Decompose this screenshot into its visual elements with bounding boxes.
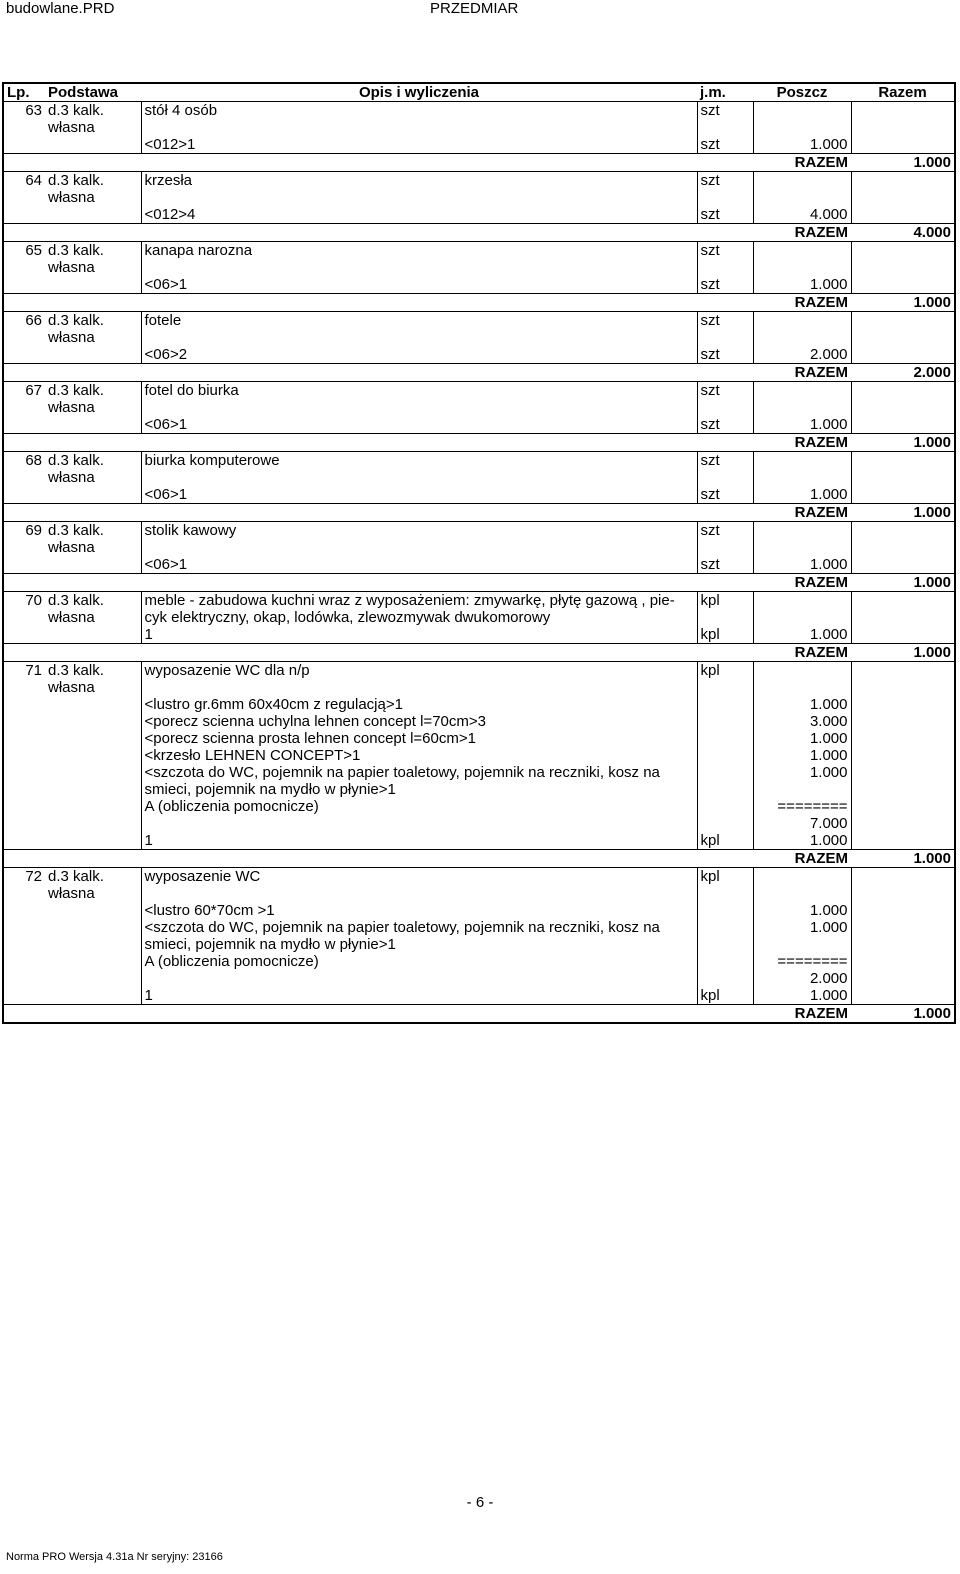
calc-poszcz: 1.000 [753, 832, 851, 850]
calc-text: <06>1 [141, 486, 697, 504]
item-unit: szt [697, 312, 753, 347]
razem-label: RAZEM [753, 1005, 851, 1024]
calc-unit: kpl [697, 987, 753, 1005]
calc-lp-empty [3, 696, 45, 713]
calc-unit [697, 696, 753, 713]
calc-text: <06>1 [141, 556, 697, 574]
calc-lp-empty [3, 556, 45, 574]
item-unit: kpl [697, 662, 753, 697]
calc-razem-empty [851, 987, 955, 1005]
calc-row [3, 626, 955, 644]
calc-unit: szt [697, 346, 753, 364]
calc-poszcz: 1.000 [753, 764, 851, 798]
calc-text: A (obliczenia pomocnicze) [141, 953, 697, 970]
item-lp: 71 [3, 662, 45, 697]
calc-poszcz: 1.000 [753, 556, 851, 574]
razem-row [3, 364, 955, 382]
calc-unit [697, 970, 753, 987]
razem-row [3, 1005, 955, 1024]
calc-poszcz: 1.000 [753, 486, 851, 504]
calc-row [3, 832, 955, 850]
calc-lp-empty [3, 713, 45, 730]
item-unit: szt [697, 452, 753, 487]
calc-podstawa-empty [45, 902, 141, 919]
col-jm: j.m. [697, 83, 753, 102]
calc-razem-empty [851, 747, 955, 764]
razem-opis-empty [141, 294, 697, 312]
item-poszcz-empty [753, 522, 851, 557]
item-razem-empty [851, 452, 955, 487]
calc-unit [697, 730, 753, 747]
razem-podstawa-empty [45, 154, 141, 172]
item-poszcz-empty [753, 662, 851, 697]
calc-razem-empty [851, 815, 955, 832]
item-poszcz-empty [753, 242, 851, 277]
razem-podstawa-empty [45, 850, 141, 868]
calc-razem-empty [851, 798, 955, 815]
calc-razem-empty [851, 764, 955, 798]
calc-text: <lustro 60*70cm >1 [141, 902, 697, 919]
razem-row [3, 644, 955, 662]
item-lp: 68 [3, 452, 45, 487]
calc-poszcz: 1.000 [753, 987, 851, 1005]
item-podstawa: d.3 kalk. własna [45, 382, 141, 417]
razem-lp-empty [3, 850, 45, 868]
col-lp: Lp. [3, 83, 45, 102]
razem-podstawa-empty [45, 224, 141, 242]
calc-text: 1 [141, 832, 697, 850]
razem-value: 1.000 [851, 644, 955, 662]
calc-razem-empty [851, 832, 955, 850]
razem-label: RAZEM [753, 224, 851, 242]
calc-podstawa-empty [45, 747, 141, 764]
document-title: PRZEDMIAR [430, 0, 519, 17]
calc-poszcz: 1.000 [753, 747, 851, 764]
razem-row [3, 434, 955, 452]
calc-razem-empty [851, 556, 955, 574]
item-podstawa: d.3 kalk. własna [45, 452, 141, 487]
item-poszcz-empty [753, 592, 851, 627]
item-description: fotel do biurka [141, 382, 697, 417]
calc-lp-empty [3, 276, 45, 294]
calc-podstawa-empty [45, 346, 141, 364]
calc-podstawa-empty [45, 764, 141, 798]
item-description: wyposazenie WC dla n/p [141, 662, 697, 697]
calc-podstawa-empty [45, 953, 141, 970]
calc-row [3, 764, 955, 798]
razem-label: RAZEM [753, 850, 851, 868]
calc-razem-empty [851, 276, 955, 294]
razem-lp-empty [3, 224, 45, 242]
item-poszcz-empty [753, 382, 851, 417]
calc-row [3, 416, 955, 434]
przedmiar-table [2, 82, 956, 1024]
razem-podstawa-empty [45, 434, 141, 452]
calc-podstawa-empty [45, 556, 141, 574]
item-podstawa: d.3 kalk. własna [45, 312, 141, 347]
razem-podstawa-empty [45, 1005, 141, 1024]
calc-razem-empty [851, 486, 955, 504]
calc-text: <szczota do WC, pojemnik na papier toaletowy, pojemnik na reczniki, kosz na smieci, pojemnik na mydło w płynie>1 [141, 919, 697, 953]
calc-row [3, 815, 955, 832]
item-description: biurka komputerowe [141, 452, 697, 487]
item-lp: 64 [3, 172, 45, 207]
item-poszcz-empty [753, 452, 851, 487]
calc-podstawa-empty [45, 987, 141, 1005]
calc-lp-empty [3, 970, 45, 987]
razem-opis-empty [141, 224, 697, 242]
item-lp: 70 [3, 592, 45, 627]
item-unit: szt [697, 382, 753, 417]
razem-lp-empty [3, 1005, 45, 1024]
razem-value: 1.000 [851, 1005, 955, 1024]
calc-text: 1 [141, 626, 697, 644]
item-lp: 69 [3, 522, 45, 557]
calc-unit: szt [697, 486, 753, 504]
calc-poszcz: 1.000 [753, 696, 851, 713]
item-lp: 65 [3, 242, 45, 277]
razem-row [3, 154, 955, 172]
calc-razem-empty [851, 626, 955, 644]
razem-label: RAZEM [753, 574, 851, 592]
calc-text [141, 815, 697, 832]
calc-poszcz: 1.000 [753, 416, 851, 434]
calc-podstawa-empty [45, 919, 141, 953]
calc-poszcz: ======== [753, 798, 851, 815]
razem-opis-empty [141, 504, 697, 522]
col-podstawa: Podstawa [45, 83, 141, 102]
calc-poszcz: 1.000 [753, 136, 851, 154]
item-row [3, 242, 955, 277]
item-unit: szt [697, 242, 753, 277]
calc-razem-empty [851, 136, 955, 154]
calc-lp-empty [3, 987, 45, 1005]
item-lp: 66 [3, 312, 45, 347]
razem-opis-empty [141, 850, 697, 868]
item-description: stół 4 osób [141, 102, 697, 137]
razem-opis-empty [141, 574, 697, 592]
razem-jm-empty [697, 224, 753, 242]
calc-lp-empty [3, 798, 45, 815]
razem-label: RAZEM [753, 434, 851, 452]
calc-podstawa-empty [45, 206, 141, 224]
calc-razem-empty [851, 206, 955, 224]
calc-unit: kpl [697, 626, 753, 644]
item-row [3, 312, 955, 347]
calc-row [3, 556, 955, 574]
razem-jm-empty [697, 434, 753, 452]
razem-value: 1.000 [851, 154, 955, 172]
calc-text: <lustro gr.6mm 60x40cm z regulacją>1 [141, 696, 697, 713]
razem-lp-empty [3, 504, 45, 522]
calc-podstawa-empty [45, 696, 141, 713]
item-razem-empty [851, 172, 955, 207]
razem-value: 1.000 [851, 294, 955, 312]
calc-lp-empty [3, 953, 45, 970]
razem-label: RAZEM [753, 644, 851, 662]
item-poszcz-empty [753, 172, 851, 207]
calc-razem-empty [851, 970, 955, 987]
razem-jm-empty [697, 504, 753, 522]
razem-opis-empty [141, 434, 697, 452]
calc-row [3, 902, 955, 919]
item-row [3, 592, 955, 627]
item-unit: kpl [697, 592, 753, 627]
calc-text: <06>1 [141, 276, 697, 294]
calc-text: A (obliczenia pomocnicze) [141, 798, 697, 815]
calc-poszcz: 1.000 [753, 626, 851, 644]
razem-opis-empty [141, 1005, 697, 1024]
item-podstawa: d.3 kalk. własna [45, 242, 141, 277]
item-razem-empty [851, 868, 955, 903]
item-row [3, 868, 955, 903]
calc-podstawa-empty [45, 416, 141, 434]
calc-lp-empty [3, 919, 45, 953]
razem-row [3, 224, 955, 242]
calc-lp-empty [3, 346, 45, 364]
page-number: - 6 - [466, 1494, 494, 1511]
calc-lp-empty [3, 416, 45, 434]
item-description: meble - zabudowa kuchni wraz z wyposażeniem: zmywarkę, płytę gazową , pie-cyk elektryczny, okap, lodówka, zlewozmywak dwukomorowy [141, 592, 697, 627]
item-description: krzesła [141, 172, 697, 207]
item-razem-empty [851, 662, 955, 697]
item-unit: szt [697, 522, 753, 557]
calc-row [3, 136, 955, 154]
calc-row [3, 987, 955, 1005]
calc-podstawa-empty [45, 730, 141, 747]
razem-lp-empty [3, 364, 45, 382]
calc-text: <06>2 [141, 346, 697, 364]
calc-lp-empty [3, 486, 45, 504]
calc-row [3, 919, 955, 953]
calc-lp-empty [3, 902, 45, 919]
item-podstawa: d.3 kalk. własna [45, 522, 141, 557]
item-podstawa: d.3 kalk. własna [45, 102, 141, 137]
calc-podstawa-empty [45, 815, 141, 832]
calc-lp-empty [3, 764, 45, 798]
calc-poszcz: ======== [753, 953, 851, 970]
calc-lp-empty [3, 730, 45, 747]
item-lp: 72 [3, 868, 45, 903]
calc-unit [697, 713, 753, 730]
calc-unit [697, 815, 753, 832]
razem-opis-empty [141, 364, 697, 382]
razem-lp-empty [3, 154, 45, 172]
calc-razem-empty [851, 416, 955, 434]
item-poszcz-empty [753, 868, 851, 903]
item-poszcz-empty [753, 312, 851, 347]
calc-text: <012>4 [141, 206, 697, 224]
razem-jm-empty [697, 294, 753, 312]
razem-row [3, 850, 955, 868]
razem-podstawa-empty [45, 294, 141, 312]
calc-text: 1 [141, 987, 697, 1005]
item-razem-empty [851, 522, 955, 557]
calc-poszcz: 2.000 [753, 970, 851, 987]
calc-row [3, 798, 955, 815]
table-header-row [3, 83, 955, 102]
razem-podstawa-empty [45, 364, 141, 382]
calc-lp-empty [3, 832, 45, 850]
calc-unit: szt [697, 206, 753, 224]
calc-razem-empty [851, 902, 955, 919]
item-row [3, 452, 955, 487]
item-description: fotele [141, 312, 697, 347]
razem-lp-empty [3, 644, 45, 662]
item-row [3, 662, 955, 697]
razem-jm-empty [697, 850, 753, 868]
item-razem-empty [851, 382, 955, 417]
razem-jm-empty [697, 364, 753, 382]
razem-label: RAZEM [753, 364, 851, 382]
item-unit: szt [697, 172, 753, 207]
calc-row [3, 730, 955, 747]
calc-unit: szt [697, 416, 753, 434]
razem-opis-empty [141, 154, 697, 172]
item-razem-empty [851, 592, 955, 627]
calc-podstawa-empty [45, 136, 141, 154]
item-description: wyposazenie WC [141, 868, 697, 903]
calc-poszcz: 1.000 [753, 902, 851, 919]
calc-unit [697, 953, 753, 970]
calc-unit [697, 747, 753, 764]
item-podstawa: d.3 kalk. własna [45, 592, 141, 627]
calc-row [3, 953, 955, 970]
razem-jm-empty [697, 154, 753, 172]
razem-value: 1.000 [851, 850, 955, 868]
calc-poszcz: 1.000 [753, 919, 851, 953]
item-podstawa: d.3 kalk. własna [45, 868, 141, 903]
calc-razem-empty [851, 696, 955, 713]
item-poszcz-empty [753, 102, 851, 137]
calc-lp-empty [3, 815, 45, 832]
calc-unit: szt [697, 276, 753, 294]
razem-value: 1.000 [851, 434, 955, 452]
calc-razem-empty [851, 730, 955, 747]
razem-podstawa-empty [45, 504, 141, 522]
calc-unit: kpl [697, 832, 753, 850]
calc-podstawa-empty [45, 486, 141, 504]
calc-podstawa-empty [45, 713, 141, 730]
calc-text: <012>1 [141, 136, 697, 154]
item-razem-empty [851, 312, 955, 347]
calc-unit [697, 764, 753, 798]
calc-row [3, 346, 955, 364]
razem-row [3, 574, 955, 592]
calc-lp-empty [3, 626, 45, 644]
calc-text: <06>1 [141, 416, 697, 434]
item-lp: 67 [3, 382, 45, 417]
calc-row [3, 747, 955, 764]
razem-row [3, 504, 955, 522]
calc-row [3, 696, 955, 713]
col-opis: Opis i wyliczenia [141, 83, 697, 102]
razem-jm-empty [697, 644, 753, 662]
calc-razem-empty [851, 713, 955, 730]
razem-lp-empty [3, 294, 45, 312]
item-razem-empty [851, 242, 955, 277]
calc-text: <krzesło LEHNEN CONCEPT>1 [141, 747, 697, 764]
calc-podstawa-empty [45, 832, 141, 850]
calc-unit: szt [697, 556, 753, 574]
item-row [3, 522, 955, 557]
calc-unit [697, 902, 753, 919]
item-podstawa: d.3 kalk. własna [45, 172, 141, 207]
item-unit: szt [697, 102, 753, 137]
calc-row [3, 970, 955, 987]
razem-podstawa-empty [45, 644, 141, 662]
calc-razem-empty [851, 953, 955, 970]
calc-unit [697, 798, 753, 815]
razem-lp-empty [3, 574, 45, 592]
item-unit: kpl [697, 868, 753, 903]
calc-poszcz: 3.000 [753, 713, 851, 730]
calc-text [141, 970, 697, 987]
calc-lp-empty [3, 136, 45, 154]
calc-poszcz: 2.000 [753, 346, 851, 364]
calc-podstawa-empty [45, 276, 141, 294]
calc-razem-empty [851, 346, 955, 364]
calc-poszcz: 7.000 [753, 815, 851, 832]
razem-label: RAZEM [753, 154, 851, 172]
razem-label: RAZEM [753, 504, 851, 522]
file-name: budowlane.PRD [6, 0, 115, 17]
software-footer: Norma PRO Wersja 4.31a Nr seryjny: 23166 [6, 1551, 223, 1563]
calc-unit: szt [697, 136, 753, 154]
razem-row [3, 294, 955, 312]
item-razem-empty [851, 102, 955, 137]
razem-value: 2.000 [851, 364, 955, 382]
item-lp: 63 [3, 102, 45, 137]
calc-row [3, 713, 955, 730]
razem-jm-empty [697, 574, 753, 592]
calc-poszcz: 4.000 [753, 206, 851, 224]
razem-jm-empty [697, 1005, 753, 1024]
razem-value: 4.000 [851, 224, 955, 242]
calc-podstawa-empty [45, 798, 141, 815]
razem-value: 1.000 [851, 574, 955, 592]
calc-podstawa-empty [45, 970, 141, 987]
calc-lp-empty [3, 206, 45, 224]
item-row [3, 102, 955, 137]
item-description: stolik kawowy [141, 522, 697, 557]
item-description: kanapa narozna [141, 242, 697, 277]
item-podstawa: d.3 kalk. własna [45, 662, 141, 697]
item-row [3, 172, 955, 207]
calc-unit [697, 919, 753, 953]
calc-row [3, 486, 955, 504]
item-row [3, 382, 955, 417]
calc-podstawa-empty [45, 626, 141, 644]
razem-value: 1.000 [851, 504, 955, 522]
calc-text: <porecz scienna uchylna lehnen concept l=70cm>3 [141, 713, 697, 730]
calc-text: <szczota do WC, pojemnik na papier toaletowy, pojemnik na reczniki, kosz na smieci, pojemnik na mydło w płynie>1 [141, 764, 697, 798]
razem-lp-empty [3, 434, 45, 452]
calc-lp-empty [3, 747, 45, 764]
calc-poszcz: 1.000 [753, 276, 851, 294]
col-poszcz: Poszcz [753, 83, 851, 102]
calc-razem-empty [851, 919, 955, 953]
calc-text: <porecz scienna prosta lehnen concept l=60cm>1 [141, 730, 697, 747]
razem-podstawa-empty [45, 574, 141, 592]
calc-poszcz: 1.000 [753, 730, 851, 747]
calc-row [3, 206, 955, 224]
razem-opis-empty [141, 644, 697, 662]
col-razem: Razem [851, 83, 955, 102]
calc-row [3, 276, 955, 294]
razem-label: RAZEM [753, 294, 851, 312]
